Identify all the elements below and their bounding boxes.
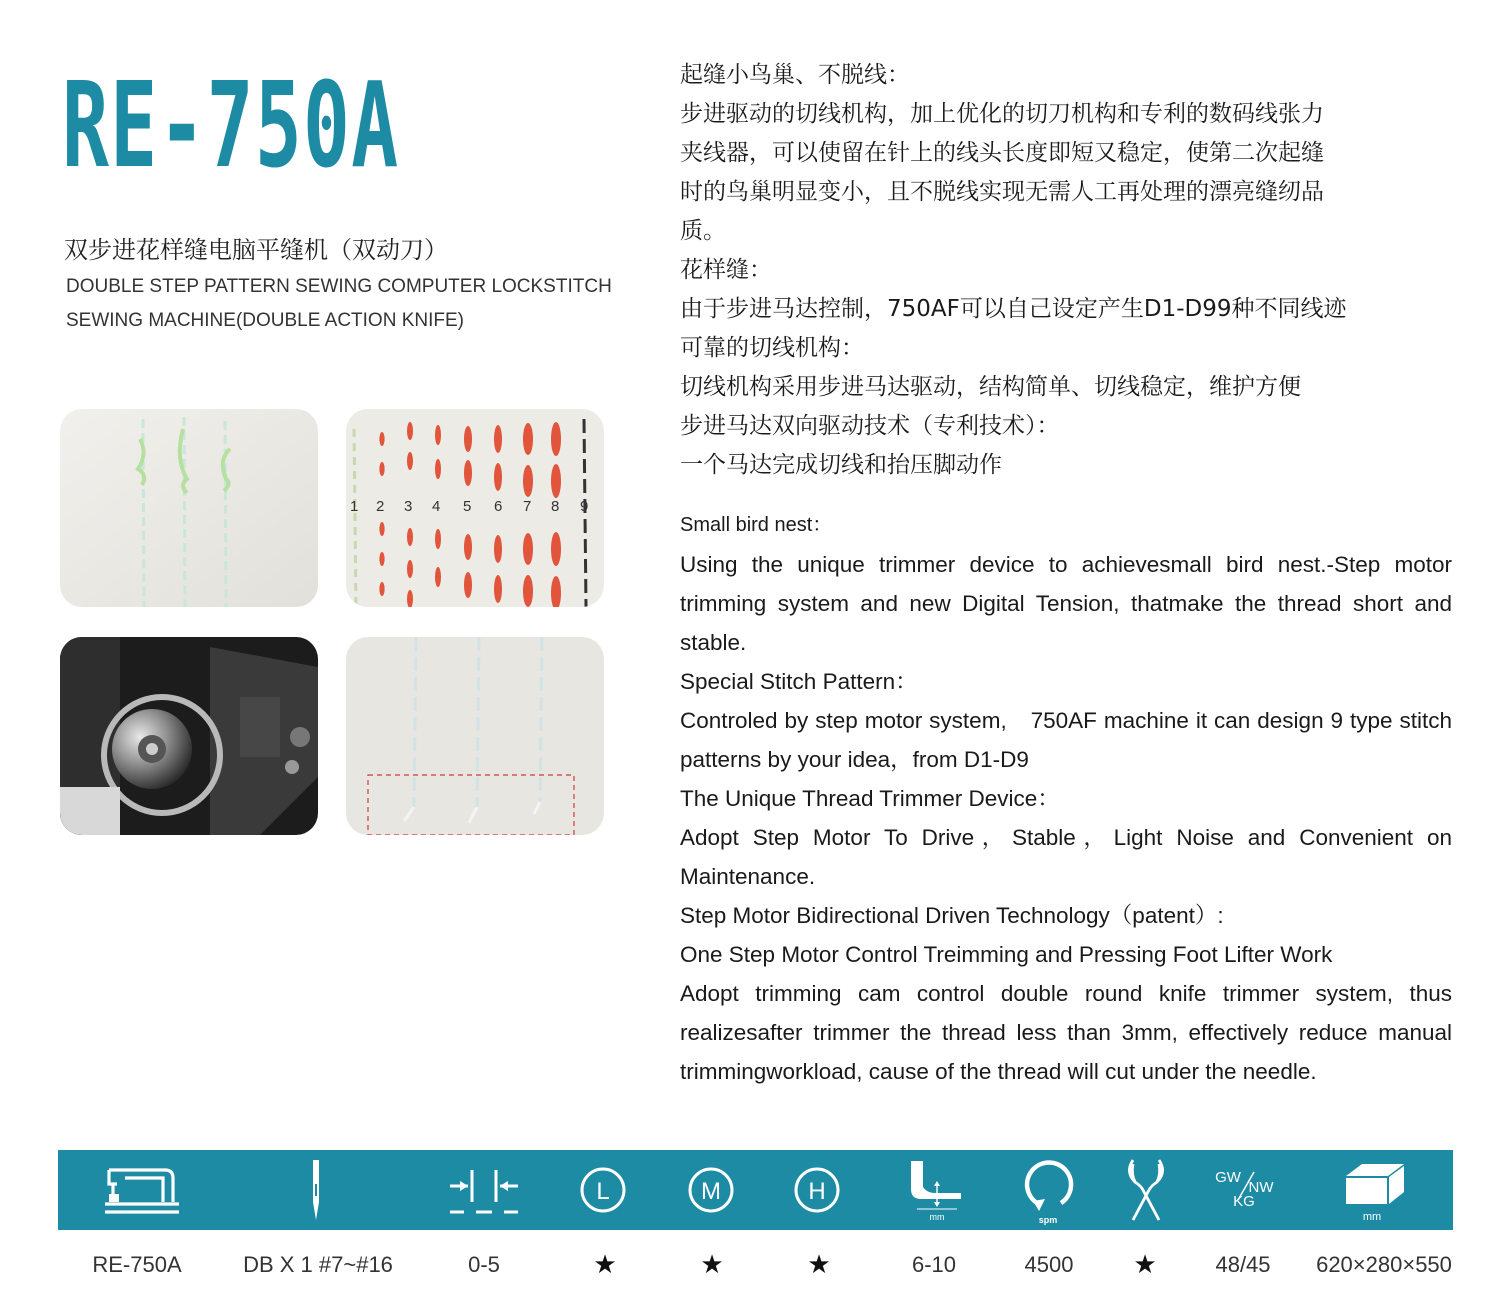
light-label: L xyxy=(596,1178,610,1205)
en-paragraph: One Step Motor Control Treimming and Pressing Foot Lifter Work xyxy=(680,942,1333,967)
cn-line: 切线机构采用步进马达驱动，结构简单、切线稳定，维护方便 xyxy=(680,374,1301,400)
stitch-length-icon xyxy=(444,1150,524,1230)
cn-line: 由于步进马达控制，750AF可以自己设定产生D1-D99种不同线迹 xyxy=(680,296,1347,322)
weight-bottom-label: KG xyxy=(1233,1193,1255,1210)
spec-light: ★ xyxy=(593,1249,617,1279)
cn-line: 一个马达完成切线和抬压脚动作 xyxy=(680,452,1002,478)
pattern-number: 9 xyxy=(580,498,589,515)
cn-line: 夹线器，可以使留在针上的线头长度即短又稳定，使第二次起缝 xyxy=(680,140,1324,166)
pattern-number: 5 xyxy=(463,498,472,515)
weight-top-label: GW xyxy=(1215,1169,1241,1186)
description-chinese xyxy=(680,56,1460,485)
needle-icon xyxy=(296,1150,336,1230)
pattern-number-row xyxy=(346,498,604,520)
photo-hook-mechanism xyxy=(60,637,318,835)
en-heading: The Unique Thread Trimmer Device： xyxy=(680,786,1060,811)
heavy-label: H xyxy=(808,1178,826,1205)
subtitle-english-line-2: SEWING MACHINE(DOUBLE ACTION KNIFE) xyxy=(66,310,464,331)
spec-stitch-length: 0-5 xyxy=(468,1252,500,1277)
speed-icon xyxy=(1016,1150,1080,1230)
photo-trimmed-thread xyxy=(346,637,604,835)
light-material-icon xyxy=(578,1150,628,1230)
cn-line: 起缝小鸟巢、不脱线： xyxy=(680,62,910,88)
presser-foot-icon xyxy=(900,1150,970,1230)
package-unit: mm xyxy=(1362,1211,1382,1222)
spec-presser-lift: 6-10 xyxy=(911,1252,957,1277)
pattern-number: 3 xyxy=(404,498,413,515)
speed-unit: spm xyxy=(1038,1215,1058,1225)
photo-stitch-patterns xyxy=(346,409,604,607)
weight-mid-label: NW xyxy=(1248,1179,1274,1196)
package-box-icon xyxy=(1340,1150,1410,1230)
model-title: RE-750A xyxy=(62,56,400,194)
scissors-icon xyxy=(1118,1150,1174,1230)
en-heading: Step Motor Bidirectional Driven Technology（patent）: xyxy=(680,903,1224,928)
spec-medium: ★ xyxy=(700,1249,724,1279)
spec-weight: 48/45 xyxy=(1215,1252,1271,1277)
pattern-number: 2 xyxy=(376,498,385,515)
cn-line: 可靠的切线机构： xyxy=(680,335,864,361)
subtitle-chinese: 双步进花样缝电脑平缝机（双动刀） xyxy=(64,236,448,264)
en-paragraph: Using the unique trimmer device to achievesmall bird nest.-Step motor trimming system and new Digital Tension, thatmake the thread short and stable. xyxy=(680,552,1452,655)
medium-material-icon xyxy=(686,1150,736,1230)
pattern-number: 1 xyxy=(350,498,359,515)
pattern-number: 6 xyxy=(494,498,503,515)
spec-trimmer: ★ xyxy=(1133,1249,1157,1279)
en-paragraph: Adopt trimming cam control double round knife trimmer system, thus realizesafter trimmer the thread less than 3mm, effectively reduce manual trimmingworkload, cause of the thread will cut under the needle. xyxy=(680,981,1452,1084)
cn-line: 步进驱动的切线机构，加上优化的切刀机构和专利的数码线张力 xyxy=(680,101,1324,127)
cn-line: 时的鸟巢明显变小，且不脱线实现无需人工再处理的漂亮缝纫品 xyxy=(680,179,1324,205)
sewing-machine-icon xyxy=(102,1150,182,1230)
weight-icon xyxy=(1208,1150,1288,1230)
en-paragraph: Controled by step motor system, 750AF machine it can design 9 type stitch patterns by your idea，from D1-D9 xyxy=(680,708,1452,772)
en-heading: Special Stitch Pattern： xyxy=(680,669,918,694)
cn-line: 花样缝： xyxy=(680,257,772,283)
subtitle-english xyxy=(66,270,626,338)
spec-package: 620×280×550 xyxy=(1316,1252,1452,1277)
spec-speed: 4500 xyxy=(1024,1252,1074,1277)
presser-unit: mm xyxy=(929,1212,945,1222)
heavy-material-icon xyxy=(792,1150,842,1230)
en-heading: Small bird nest： xyxy=(680,514,833,536)
spec-needle: DB X 1 #7~#16 xyxy=(243,1252,393,1277)
spec-heavy: ★ xyxy=(807,1249,831,1279)
subtitle-english-line-1: DOUBLE STEP PATTERN SEWING COMPUTER LOCKSTITCH xyxy=(66,276,612,297)
cn-line: 步进马达双向驱动技术（专利技术）： xyxy=(680,413,1060,439)
spec-icon-bar xyxy=(58,1150,1453,1230)
spec-model: RE-750A xyxy=(92,1252,182,1277)
pattern-number: 8 xyxy=(551,498,560,515)
medium-label: M xyxy=(701,1178,721,1205)
pattern-number: 7 xyxy=(523,498,532,515)
spec-values-row xyxy=(58,1249,1478,1288)
en-paragraph: Adopt Step Motor To Drive，Stable，Light Noise and Convenient on Maintenance. xyxy=(680,825,1452,889)
pattern-number: 4 xyxy=(432,498,441,515)
cn-line: 质。 xyxy=(680,218,726,244)
description-english xyxy=(680,506,1452,1091)
photo-bird-nest-stitch xyxy=(60,409,318,607)
